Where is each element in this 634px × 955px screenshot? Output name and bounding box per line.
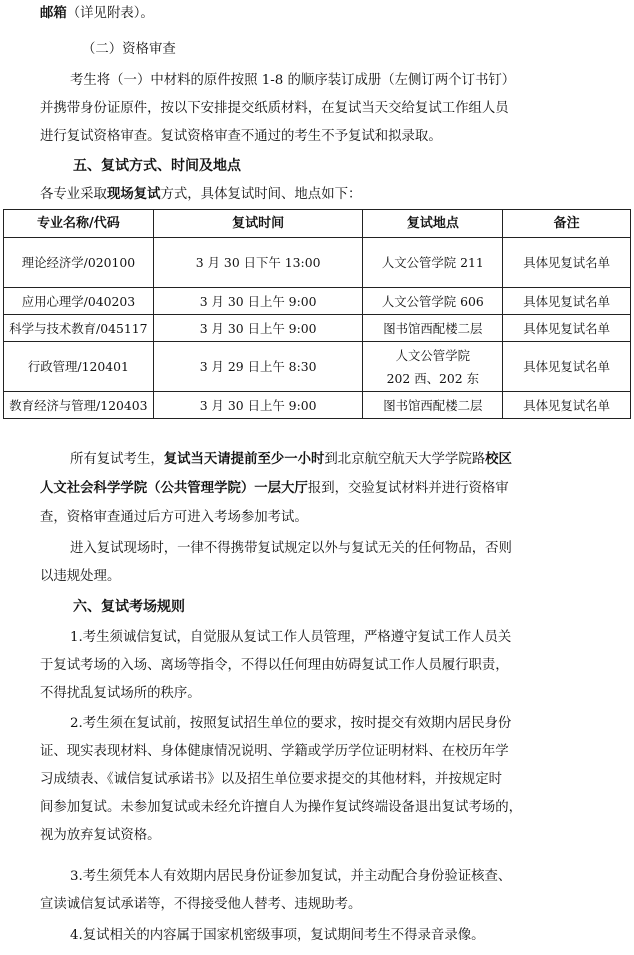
intro-pre: 各专业采取 — [40, 187, 107, 202]
cell-location-line1: 人文公管学院 — [395, 347, 470, 363]
table-header-row — [4, 210, 631, 238]
cell-time: 3 月 30 日上午 9:00 — [153, 392, 363, 419]
rule1-line: 不得扰乱复试场所的秩序。 — [40, 686, 201, 701]
rule2-line: 间参加复试。未参加复试或未经允许擅自人为操作复试终端设备退出复试考场的， — [40, 800, 523, 815]
cell-major: 应用心理学/040203 — [4, 288, 154, 315]
arrival-line-3: 查，资格审查通过后方可进入考场参加考试。 — [40, 510, 308, 525]
cell-note: 具体见复试名单 — [503, 288, 631, 315]
review-para-line: 进行复试资格审查。复试资格审查不通过的考生不予复试和拟录取。 — [40, 129, 442, 144]
intro-bold: 现场复试 — [106, 187, 161, 202]
rule1-line: 1.考生须诚信复试，自觉服从复试工作人员管理，严格遵守复试工作人员关 — [70, 630, 512, 645]
mailbox-label: 邮箱 — [40, 6, 67, 21]
cell-location: 图书馆西配楼二层 — [363, 315, 503, 342]
cell-major: 行政管理/120401 — [4, 342, 154, 392]
cell-time: 3 月 30 日下午 13:00 — [153, 238, 363, 288]
rule2-line: 2.考生须在复试前，按照复试招生单位的要求，按时提交有效期内居民身份 — [70, 716, 512, 731]
cell-time: 3 月 30 日上午 9:00 — [153, 288, 363, 315]
cell-location-line2: 202 西、202 东 — [386, 370, 479, 386]
arrival-bold-3: 人文社会科学学院（公共管理学院）一层大厅 — [40, 481, 308, 496]
header-major: 专业名称/代码 — [4, 210, 154, 238]
section5-heading: 五、复试方式、时间及地点 — [73, 158, 241, 174]
rule3-line: 宣读诚信复试承诺等，不得接受他人替考、违规助考。 — [40, 897, 362, 912]
cell-note: 具体见复试名单 — [503, 342, 631, 392]
table-row — [4, 288, 631, 315]
cell-major: 理论经济学/020100 — [4, 238, 154, 288]
cell-location: 人文公管学院 606 — [363, 288, 503, 315]
cell-time: 3 月 29 日上午 8:30 — [153, 342, 363, 392]
rule3-line: 3.考生须凭本人有效期内居民身份证参加复试，并主动配合身份验证核查、 — [70, 869, 512, 884]
section6-heading: 六、复试考场规则 — [73, 599, 185, 615]
review-para-line: 考生将（一）中材料的原件按照 1-8 的顺序装订成册（左侧订两个订书钉） — [70, 73, 516, 88]
cell-location: 人文公管学院 211 — [363, 238, 503, 288]
mailbox-line — [0, 4, 634, 24]
arrival-bold-2: 校区 — [485, 452, 512, 467]
table-row — [4, 342, 631, 392]
header-time: 复试时间 — [153, 210, 363, 238]
table-row — [4, 315, 631, 342]
rule2-line: 视为放弃复试资格。 — [40, 828, 161, 843]
cell-location: 图书馆西配楼二层 — [363, 392, 503, 419]
arrival-pre: 所有复试考生， — [70, 452, 164, 467]
cell-major: 教育经济与管理/120403 — [4, 392, 154, 419]
cell-location — [363, 342, 503, 392]
cell-major: 科学与技术教育/045117 — [4, 315, 154, 342]
arrival-bold-1: 复试当天请提前至少一小时 — [163, 452, 325, 467]
rule2-line: 证、现实表现材料、身体健康情况说明、学籍或学历学位证明材料、在校历年学 — [40, 744, 509, 759]
arrival-mid: 到北京航空航天大学学院路 — [324, 452, 486, 467]
cell-note: 具体见复试名单 — [503, 392, 631, 419]
arrival-post: 报到，交验复试材料并进行资格审 — [307, 481, 509, 496]
section5-intro — [0, 185, 634, 205]
review-heading: （二）资格审查 — [82, 42, 176, 57]
review-para-line: 并携带身份证原件，按以下安排提交纸质材料，在复试当天交给复试工作组人员 — [40, 101, 509, 116]
rule4-line: 4.复试相关的内容属于国家机密级事项，复试期间考生不得录音录像。 — [70, 928, 485, 943]
header-note: 备注 — [503, 210, 631, 238]
rule1-line: 于复试考场的入场、离场等指令，不得以任何理由妨碍复试工作人员履行职责， — [40, 658, 509, 673]
cell-note: 具体见复试名单 — [503, 238, 631, 288]
cell-note: 具体见复试名单 — [503, 315, 631, 342]
arrival-line-2 — [0, 479, 634, 499]
schedule-table — [3, 209, 631, 419]
intro-post: 方式，具体复试时间、地点如下： — [160, 187, 362, 202]
mailbox-note: （详见附表）。 — [66, 6, 154, 21]
entry-line-1: 进入复试现场时，一律不得携带复试规定以外与复试无关的任何物品，否则 — [70, 541, 512, 556]
rule2-line: 习成绩表、《诚信复试承诺书》以及招生单位要求提交的其他材料，并按规定时 — [40, 772, 502, 787]
cell-time: 3 月 30 日上午 9:00 — [153, 315, 363, 342]
header-location: 复试地点 — [363, 210, 503, 238]
arrival-line-1 — [0, 450, 634, 470]
table-row — [4, 392, 631, 419]
entry-line-2: 以违规处理。 — [40, 569, 121, 584]
table-row — [4, 238, 631, 288]
